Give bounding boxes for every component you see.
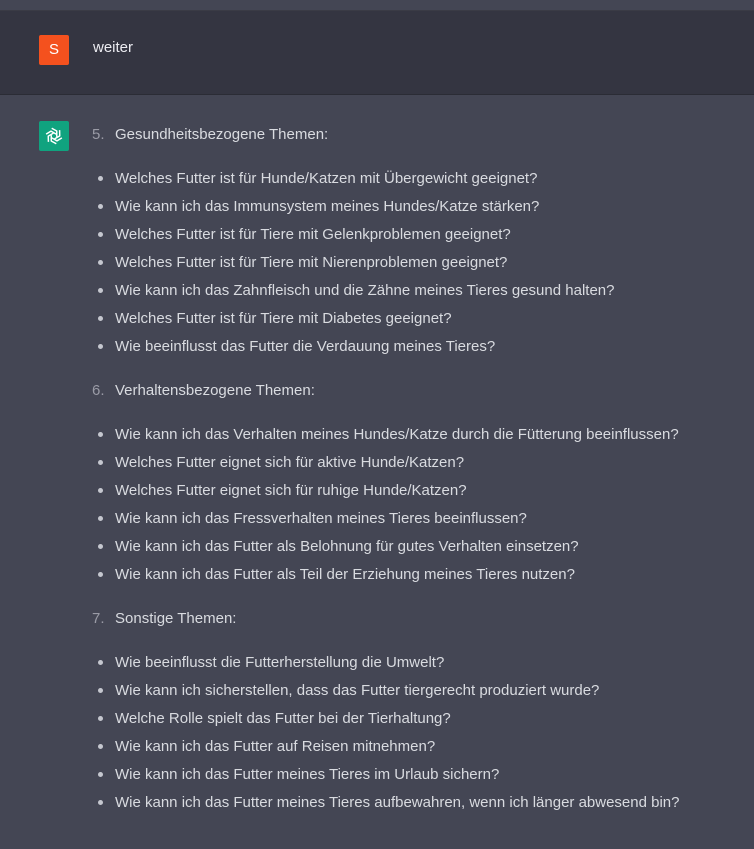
list-item-text: Wie kann ich sicherstellen, dass das Futter tiergerecht produziert wurde? <box>115 682 600 699</box>
list-item <box>92 561 742 589</box>
list-item <box>92 277 742 305</box>
list-section <box>92 124 742 361</box>
bullet-icon <box>98 460 103 465</box>
bullet-icon <box>98 544 103 549</box>
section-heading <box>92 124 742 145</box>
list-item-text: Welche Rolle spielt das Futter bei der Tierhaltung? <box>115 710 451 727</box>
section-number: 5. <box>92 126 105 143</box>
list-item-text: Welches Futter ist für Hunde/Katzen mit Übergewicht geeignet? <box>115 170 538 187</box>
section-number: 7. <box>92 610 105 627</box>
list-section <box>92 608 742 817</box>
bullet-icon <box>98 516 103 521</box>
assistant-message-content <box>92 124 742 836</box>
list-item-text: Wie kann ich das Futter als Belohnung für gutes Verhalten einsetzen? <box>115 538 579 555</box>
user-avatar: S <box>39 35 69 65</box>
list-item-text: Wie kann ich das Futter auf Reisen mitnehmen? <box>115 738 436 755</box>
list-item-text: Wie kann ich das Verhalten meines Hundes/Katze durch die Fütterung beeinflussen? <box>115 426 679 443</box>
list-item <box>92 193 742 221</box>
list-item-text: Wie kann ich das Fressverhalten meines Tieres beeinflussen? <box>115 510 527 527</box>
list-item <box>92 733 742 761</box>
bullet-icon <box>98 660 103 665</box>
list-item <box>92 305 742 333</box>
openai-logo-icon <box>39 121 69 151</box>
list-item-text: Welches Futter ist für Tiere mit Nierenproblemen geeignet? <box>115 254 508 271</box>
list-item <box>92 333 742 361</box>
assistant-message-row <box>0 95 754 849</box>
section-number: 6. <box>92 382 105 399</box>
list-item-text: Welches Futter ist für Tiere mit Diabetes geeignet? <box>115 310 452 327</box>
bullet-icon <box>98 772 103 777</box>
section-heading <box>92 380 742 401</box>
bullet-icon <box>98 432 103 437</box>
list-item <box>92 705 742 733</box>
section-title: Sonstige Themen: <box>115 610 237 627</box>
list-item <box>92 449 742 477</box>
list-item <box>92 677 742 705</box>
bullet-icon <box>98 800 103 805</box>
list-item-text: Wie beeinflusst das Futter die Verdauung meines Tieres? <box>115 338 496 355</box>
section-title: Gesundheitsbezogene Themen: <box>115 126 329 143</box>
user-message-text: weiter <box>93 39 134 56</box>
list-section <box>92 380 742 589</box>
list-item-text: Wie kann ich das Futter als Teil der Erziehung meines Tieres nutzen? <box>115 566 575 583</box>
list-item <box>92 789 742 817</box>
bullet-icon <box>98 176 103 181</box>
list-item <box>92 221 742 249</box>
list-item-text: Wie beeinflusst die Futterherstellung die Umwelt? <box>115 654 445 671</box>
list-item-text: Wie kann ich das Immunsystem meines Hundes/Katze stärken? <box>115 198 540 215</box>
list-item <box>92 649 742 677</box>
list-item-text: Welches Futter eignet sich für ruhige Hunde/Katzen? <box>115 482 467 499</box>
list-item <box>92 761 742 789</box>
bullet-icon <box>98 204 103 209</box>
list-item-text: Welches Futter ist für Tiere mit Gelenkproblemen geeignet? <box>115 226 511 243</box>
bullet-icon <box>98 288 103 293</box>
bullet-icon <box>98 488 103 493</box>
section-heading <box>92 608 742 629</box>
section-title: Verhaltensbezogene Themen: <box>115 382 315 399</box>
list-item <box>92 421 742 449</box>
list-item <box>92 533 742 561</box>
bullet-icon <box>98 572 103 577</box>
list-item <box>92 165 742 193</box>
list-item-text: Wie kann ich das Futter meines Tieres aufbewahren, wenn ich länger abwesend bin? <box>115 794 680 811</box>
bullet-icon <box>98 232 103 237</box>
bullet-icon <box>98 316 103 321</box>
bullet-icon <box>98 344 103 349</box>
bullet-icon <box>98 688 103 693</box>
list-item <box>92 249 742 277</box>
list-item <box>92 477 742 505</box>
bullet-icon <box>98 716 103 721</box>
bullet-icon <box>98 260 103 265</box>
previous-message-edge <box>0 0 754 11</box>
list-item-text: Wie kann ich das Futter meines Tieres im Urlaub sichern? <box>115 766 500 783</box>
list-item-text: Wie kann ich das Zahnfleisch und die Zähne meines Tieres gesund halten? <box>115 282 615 299</box>
bullet-icon <box>98 744 103 749</box>
user-message-row <box>0 11 754 95</box>
list-item-text: Welches Futter eignet sich für aktive Hunde/Katzen? <box>115 454 465 471</box>
list-item <box>92 505 742 533</box>
